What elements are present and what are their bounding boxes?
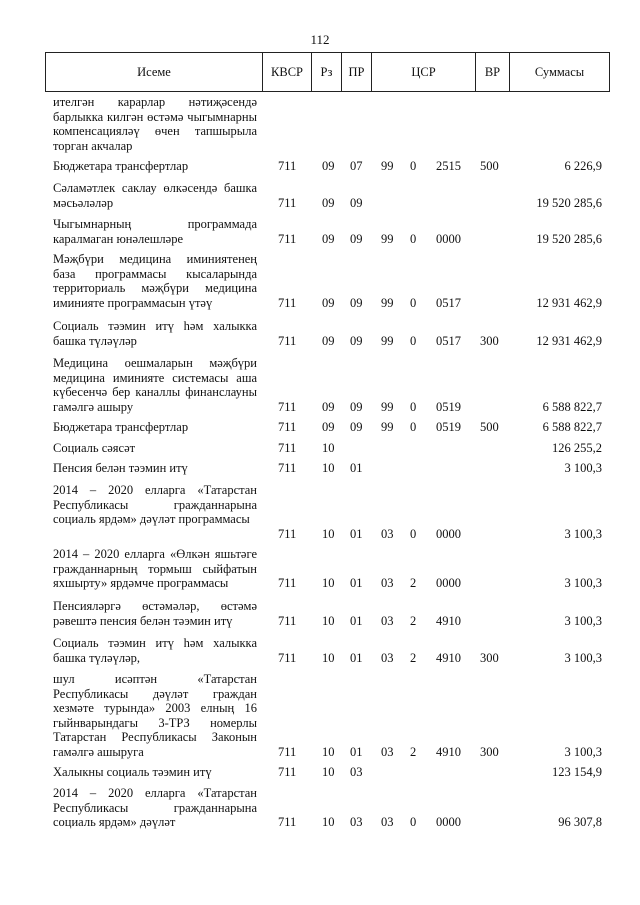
- row-rz: 10: [322, 576, 335, 590]
- row-kvsr: 711: [278, 650, 297, 665]
- table-row: [0, 636, 640, 665]
- row-name: Социаль тәэмин итү һәм халыкка башка түләүләр,: [53, 636, 257, 665]
- row-rz: 10: [322, 461, 335, 475]
- row-csr1: 03: [381, 815, 394, 829]
- table-row: [0, 672, 640, 759]
- table-row: [0, 217, 640, 246]
- table-row: [0, 252, 640, 310]
- table-row: [0, 441, 640, 456]
- row-pr: 09: [350, 399, 363, 414]
- row-csr3: 4910: [436, 650, 461, 665]
- row-pr: 07: [350, 159, 363, 173]
- row-csr1: 03: [381, 744, 394, 759]
- row-csr3: 0000: [436, 231, 461, 246]
- row-name: 2014 – 2020 елларга «Татарстан Республикасы гражданнарына социаль ярдәм» дәүләт: [53, 786, 257, 829]
- row-sum: 3 100,3: [564, 576, 602, 590]
- row-pr: 03: [350, 765, 363, 779]
- row-name: Пенсия белән тәэмин итү: [53, 461, 188, 475]
- header-vr: ВР: [475, 53, 509, 91]
- row-csr2: 2: [410, 613, 417, 628]
- table-header: [45, 52, 610, 92]
- row-rz: 10: [322, 613, 335, 628]
- row-name: Социаль тәэмин итү һәм халыкка башка түләүләр: [53, 319, 257, 348]
- table-row: [0, 356, 640, 414]
- row-csr3: 0000: [436, 576, 461, 590]
- row-name: 2014 – 2020 елларга «Өлкән яшьтәге гражданнарның тормыш сыйфатын яхшырту» ярдәмче программасы: [53, 547, 257, 590]
- row-vr: 500: [480, 420, 499, 434]
- row-vr: 300: [480, 650, 499, 665]
- row-csr1: 03: [381, 650, 394, 665]
- row-name: ителгән карарлар нәтиҗәсендә барлыкка килгән өстәмә чыгымнарны компенсацияләү өчен тапшырыла торган акчалар: [53, 95, 257, 153]
- row-sum: 3 100,3: [564, 613, 602, 628]
- row-sum: 6 226,9: [564, 159, 602, 173]
- table-row: [0, 181, 640, 210]
- row-csr2: 2: [410, 650, 417, 665]
- row-kvsr: 711: [278, 461, 297, 475]
- row-pr: 01: [350, 526, 363, 541]
- row-rz: 10: [322, 650, 335, 665]
- row-csr3: 0517: [436, 333, 461, 348]
- table-row: [0, 483, 640, 541]
- row-kvsr: 711: [278, 576, 297, 590]
- row-pr: 01: [350, 613, 363, 628]
- row-pr: 01: [350, 744, 363, 759]
- row-sum: 19 520 285,6: [536, 231, 602, 246]
- row-csr1: 99: [381, 159, 394, 173]
- row-rz: 09: [322, 231, 335, 246]
- row-kvsr: 711: [278, 441, 297, 455]
- row-csr2: 0: [410, 333, 417, 348]
- row-kvsr: 711: [278, 195, 297, 210]
- row-name: Медицина оешмаларын мәҗбүри медицина иминияте системасы аша күбесенчә бер каналлы финанслауны гамәлгә ашыру: [53, 356, 257, 414]
- row-name: Мәҗбүри медицина иминиятенең база программасы кысаларында территориаль мәҗбүри медицина иминияте программасын үтәү: [53, 252, 257, 310]
- table-row: [0, 765, 640, 780]
- row-csr2: 2: [410, 576, 417, 590]
- header-kvsr: КВСР: [262, 53, 311, 91]
- row-pr: 09: [350, 195, 363, 210]
- row-kvsr: 711: [278, 613, 297, 628]
- row-name: Сәламәтлек саклау өлкәсендә башка мәсьәләләр: [53, 181, 257, 210]
- table-row: [0, 159, 640, 174]
- row-vr: 300: [480, 744, 499, 759]
- row-pr: 03: [350, 815, 363, 829]
- table-row: [0, 786, 640, 830]
- row-kvsr: 711: [278, 765, 297, 779]
- row-pr: 09: [350, 333, 363, 348]
- row-kvsr: 711: [278, 815, 297, 829]
- row-kvsr: 711: [278, 231, 297, 246]
- row-sum: 6 588 822,7: [542, 399, 602, 414]
- row-csr3: 4910: [436, 613, 461, 628]
- row-sum: 19 520 285,6: [536, 195, 602, 210]
- table-row: [0, 420, 640, 435]
- row-csr1: 03: [381, 613, 394, 628]
- row-kvsr: 711: [278, 399, 297, 414]
- row-sum: 96 307,8: [558, 815, 602, 829]
- row-csr3: 0000: [436, 526, 461, 541]
- row-kvsr: 711: [278, 333, 297, 348]
- row-csr1: 99: [381, 231, 394, 246]
- row-csr3: 0519: [436, 420, 461, 434]
- row-csr1: 99: [381, 295, 394, 310]
- row-name: Чыгымнарның программада каралмаган юнәлешләре: [53, 217, 257, 246]
- row-kvsr: 711: [278, 295, 297, 310]
- row-pr: 09: [350, 420, 363, 434]
- row-pr: 09: [350, 231, 363, 246]
- row-sum: 3 100,3: [564, 461, 602, 475]
- row-sum: 126 255,2: [552, 441, 602, 455]
- row-csr2: 0: [410, 295, 417, 310]
- row-csr3: 2515: [436, 159, 461, 173]
- table-row: [0, 95, 640, 153]
- page-number: 112: [310, 32, 330, 47]
- row-rz: 10: [322, 526, 335, 541]
- row-kvsr: 711: [278, 420, 297, 434]
- row-csr3: 0519: [436, 399, 461, 414]
- row-csr2: 0: [410, 815, 417, 829]
- row-csr2: 2: [410, 744, 417, 759]
- row-pr: 01: [350, 576, 363, 590]
- row-pr: 09: [350, 295, 363, 310]
- row-kvsr: 711: [278, 744, 297, 759]
- row-csr3: 4910: [436, 744, 461, 759]
- row-name: Пенсияләргә өстәмәләр, өстәмә рәвештә пенсия белән тәэмин итү: [53, 599, 257, 628]
- row-kvsr: 711: [278, 526, 297, 541]
- header-rz: Рз: [311, 53, 341, 91]
- row-pr: 01: [350, 461, 363, 475]
- row-sum: 12 931 462,9: [536, 333, 602, 348]
- row-csr3: 0517: [436, 295, 461, 310]
- row-csr3: 0000: [436, 815, 461, 829]
- row-name: шул исәптән «Татарстан Республикасы дәүләт граждан хезмәте турында» 2003 елның 16 гыйнварындагы 3-ТРЗ номерлы Татарстан Республикасы Законын гамәлгә ашыруга: [53, 672, 257, 759]
- row-csr2: 0: [410, 231, 417, 246]
- row-csr1: 99: [381, 399, 394, 414]
- header-csr: ЦСР: [371, 53, 475, 91]
- row-csr2: 0: [410, 159, 417, 173]
- header-name: Исеме: [137, 65, 171, 79]
- row-sum: 123 154,9: [552, 765, 602, 779]
- row-csr2: 0: [410, 526, 417, 541]
- row-csr1: 99: [381, 420, 394, 434]
- table-row: [0, 599, 640, 628]
- row-name: Бюджетара трансфертлар: [53, 159, 189, 173]
- row-rz: 10: [322, 744, 335, 759]
- row-name: Бюджетара трансфертлар: [53, 420, 189, 434]
- row-kvsr: 711: [278, 159, 297, 173]
- table-row: [0, 547, 640, 591]
- table-row: [0, 319, 640, 348]
- row-csr2: 0: [410, 399, 417, 414]
- row-csr1: 03: [381, 576, 394, 590]
- row-vr: 300: [480, 333, 499, 348]
- row-rz: 10: [322, 441, 335, 455]
- row-name: Социаль сәясәт: [53, 441, 136, 455]
- row-sum: 3 100,3: [564, 526, 602, 541]
- row-sum: 3 100,3: [564, 744, 602, 759]
- row-name: Халыкны социаль тәэмин итү: [53, 765, 212, 779]
- row-sum: 6 588 822,7: [542, 420, 602, 434]
- row-rz: 09: [322, 295, 335, 310]
- row-rz: 09: [322, 420, 335, 434]
- row-rz: 09: [322, 333, 335, 348]
- row-csr1: 99: [381, 333, 394, 348]
- table-row: [0, 461, 640, 476]
- row-rz: 10: [322, 815, 335, 829]
- row-name: 2014 – 2020 елларга «Татарстан Республикасы гражданнарына социаль ярдәм» дәүләт программасы: [53, 483, 257, 526]
- row-vr: 500: [480, 159, 499, 173]
- row-pr: 01: [350, 650, 363, 665]
- row-csr2: 0: [410, 420, 417, 434]
- row-sum: 12 931 462,9: [536, 295, 602, 310]
- row-sum: 3 100,3: [564, 650, 602, 665]
- row-rz: 09: [322, 195, 335, 210]
- row-rz: 09: [322, 399, 335, 414]
- row-rz: 10: [322, 765, 335, 779]
- row-csr1: 03: [381, 526, 394, 541]
- row-rz: 09: [322, 159, 335, 173]
- header-pr: ПР: [341, 53, 371, 91]
- header-sum: Суммасы: [509, 53, 609, 91]
